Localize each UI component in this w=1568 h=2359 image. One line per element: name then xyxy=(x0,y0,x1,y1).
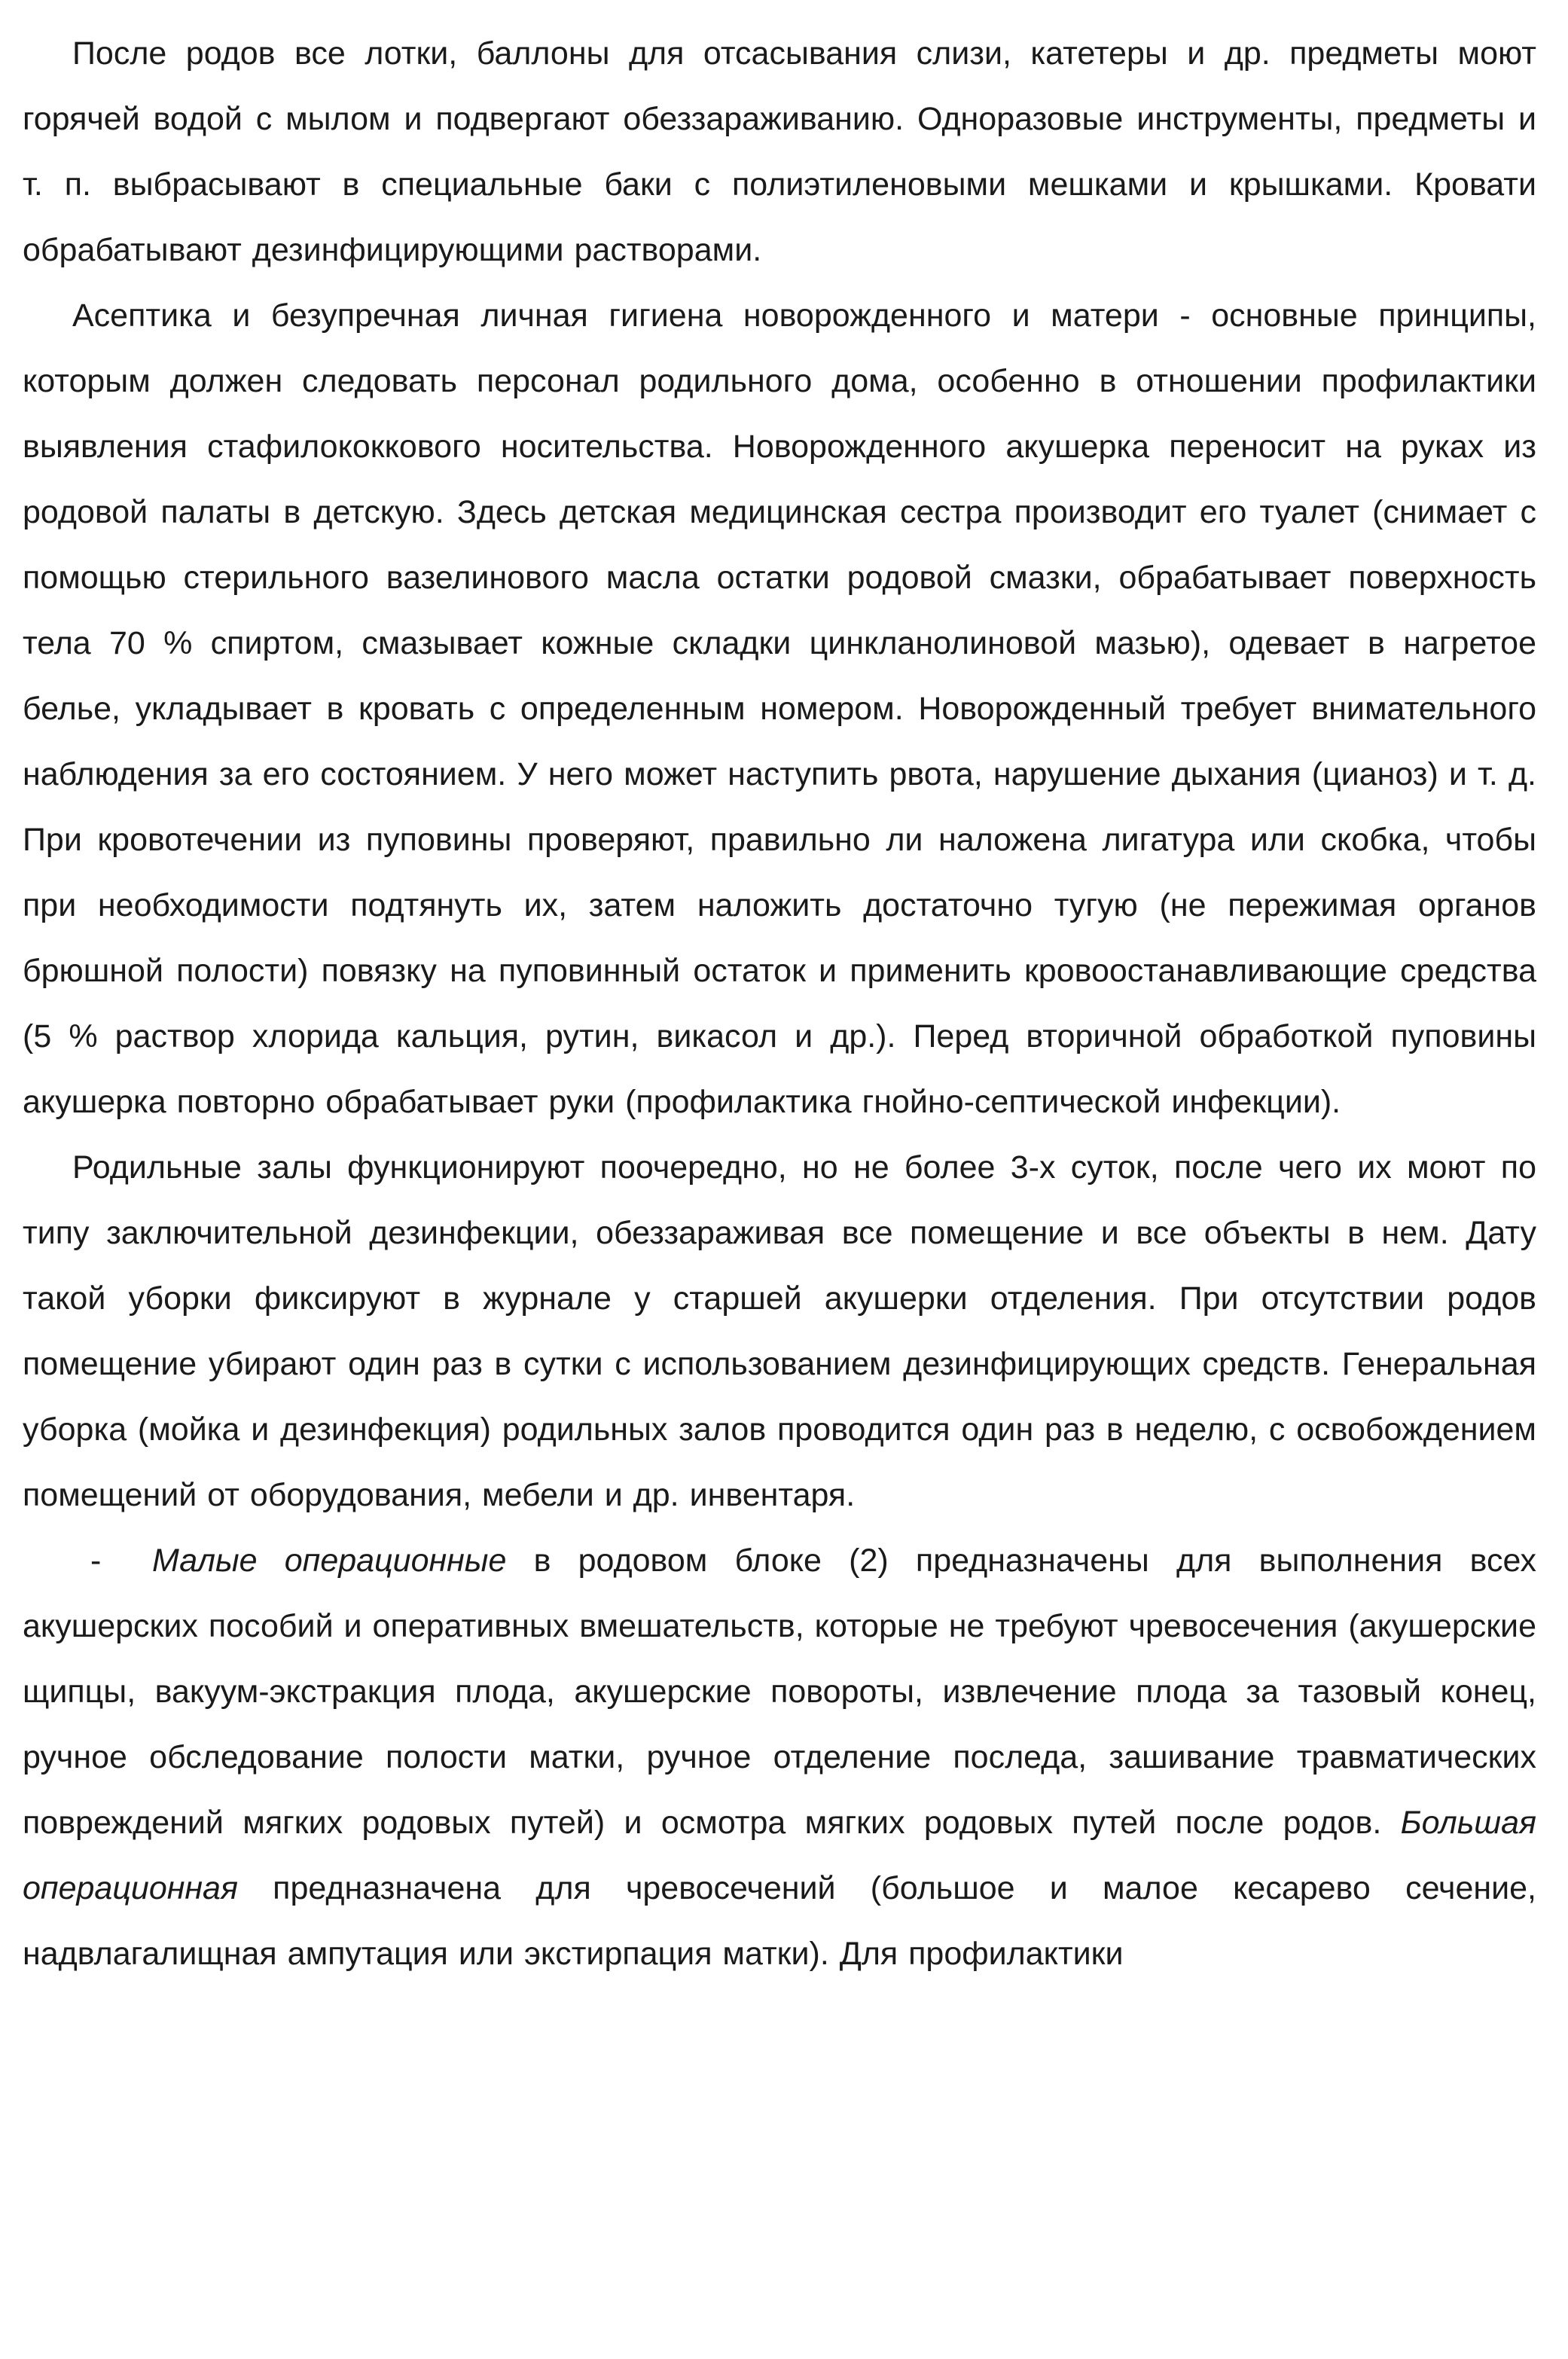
term-small-operating-rooms: Малые операционные xyxy=(152,1543,507,1579)
operating-rooms-text-2: предназначена для чревосечений (большое и малое кесарево сечение, надвлагалищная ампутация или экстирпация матки). Для профилактики xyxy=(23,1870,1536,1972)
paragraph-asepsis-newborn-care: Асептика и безупречная личная гигиена новорожденного и матери - основные принципы, которым должен следовать персонал родильного дома, особенно в отношении профилактики выявления стафилококкового носительства. Новорожденного акушерка переносит на руках из родовой палаты в детскую. Здесь детская медицинская сестра производит его туалет (снимает с помощью стерильного вазелинового масла остатки родовой смазки, обрабатывает поверхность тела 70 % спиртом, смазывает кожные складки цинкланолиновой мазью), одевает в нагретое белье, укладывает в кровать с определенным номером. Новорожденный требует внимательного наблюдения за его состоянием. У него может наступить рвота, нарушение дыхания (цианоз) и т. д. При кровотечении из пуповины проверяют, правильно ли наложена лигатура или скобка, чтобы при необходимости подтянуть их, затем наложить достаточно тугую (не пережимая органов брюшной полости) повязку на пуповинный остаток и применить кровоостанавливающие средства (5 % раствор хлорида кальция, рутин, викасол и др.). Перед вторичной обработкой пуповины акушерка повторно обрабатывает руки (профилактика гнойно-септической инфекции). xyxy=(23,298,1536,1120)
list-dash: - xyxy=(90,1543,102,1579)
operating-rooms-text-1: в родовом блоке (2) предназначены для выполнения всех акушерских пособий и оперативных вмешательств, которые не требуют чревосечения (акушерские щипцы, вакуум-экстракция плода, акушерские повороты, извлечение плода за тазовый конец, ручное обследование полости матки, ручное отделение последа, зашивание травматических повреждений мягких родовых путей) и осмотра мягких родовых путей после родов. xyxy=(23,1543,1536,1841)
paragraph-operating-rooms xyxy=(23,1528,1536,1987)
term-big-operating-room: Большая операционная xyxy=(23,1805,1536,1906)
paragraph-after-birth-disinfection: После родов все лотки, баллоны для отсасывания слизи, катетеры и др. предметы моют горячей водой с мылом и подвергают обеззараживанию. Одноразовые инструменты, предметы и т. п. выбрасывают в специальные баки с полиэтиленовыми мешками и крышками. Кровати обрабатывают дезинфицирующими растворами. xyxy=(23,35,1536,268)
paragraph-delivery-rooms-cleaning: Родильные залы функционируют поочередно, но не более 3-х суток, после чего их моют по типу заключительной дезинфекции, обеззараживая все помещение и все объекты в нем. Дату такой уборки фиксируют в журнале у старшей акушерки отделения. При отсутствии родов помещение убирают один раз в сутки с использованием дезинфицирующих средств. Генеральная уборка (мойка и дезинфекция) родильных залов проводится один раз в неделю, с освобождением помещений от оборудования, мебели и др. инвентаря. xyxy=(23,1149,1536,1513)
document-page xyxy=(23,21,1536,1987)
